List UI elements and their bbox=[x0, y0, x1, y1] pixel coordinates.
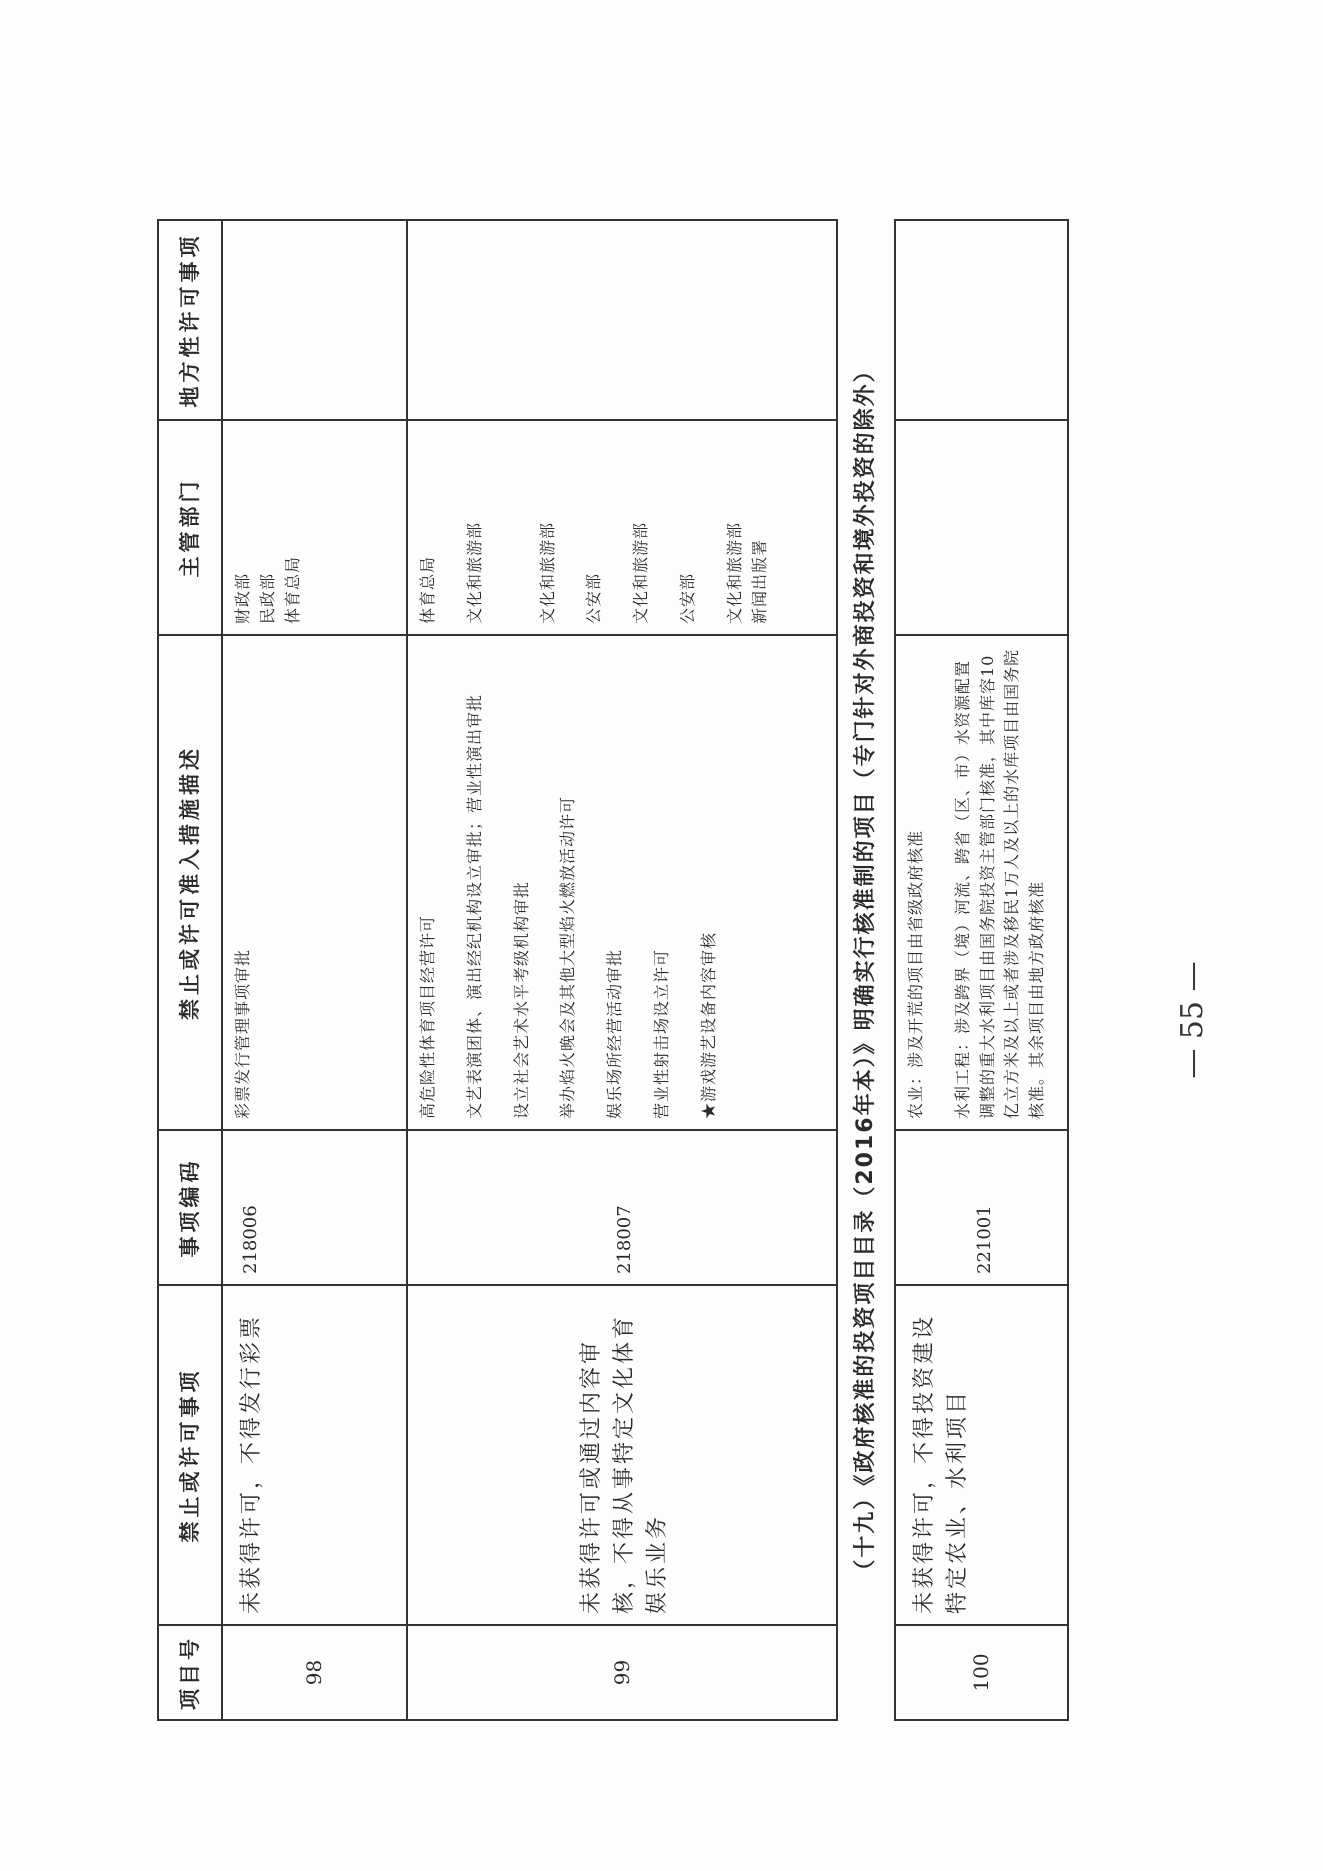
header-item-no: 项目号 bbox=[158, 1625, 222, 1720]
row-depts bbox=[407, 420, 837, 635]
rotated-page-content bbox=[157, 221, 1069, 1721]
row-measures bbox=[895, 635, 1068, 1130]
measure-text: 营业性射击场设立许可 bbox=[651, 948, 671, 1119]
row-measures bbox=[407, 635, 837, 1130]
table-row bbox=[222, 220, 407, 1720]
header-dept: 主管部门 bbox=[158, 420, 222, 635]
measure-text: 娱乐场所经营活动审批 bbox=[605, 948, 625, 1119]
dept-group bbox=[582, 431, 607, 624]
dept-group bbox=[231, 431, 305, 624]
row-local bbox=[222, 220, 407, 420]
row-local bbox=[895, 220, 1068, 420]
dept-name: 文化和旅游部 bbox=[464, 521, 484, 624]
row-code: 221001 bbox=[895, 1130, 1068, 1285]
row-depts bbox=[895, 420, 1068, 635]
license-table bbox=[157, 219, 1069, 1721]
row-local bbox=[407, 220, 837, 420]
dept-group bbox=[723, 431, 773, 624]
measure-text: 举办焰火晚会及其他大型焰火燃放活动许可 bbox=[558, 795, 578, 1119]
section-heading: （十九）《政府核准的投资项目目录（2016年本）》明确实行核准制的项目（专门针对外商投资和境外投资的除外） bbox=[837, 220, 895, 1720]
page-number: — 55 — bbox=[1174, 961, 1210, 1079]
landscape-sheet bbox=[157, 221, 1069, 1721]
row-item-no: 100 bbox=[895, 1625, 1068, 1720]
dept-name: 财政部 bbox=[233, 572, 252, 624]
row-item: 未获得许可，不得投资建设特定农业、水利项目 bbox=[895, 1285, 1068, 1625]
table-row bbox=[895, 220, 1068, 1720]
dept-name: 民政部 bbox=[257, 572, 277, 624]
measure-text: 水利工程：涉及跨界（境）河流、跨省（区、市）水资源配置调整的重大水利项目由国务院投资主管部门核准，其中库容10亿立方米及以上或者涉及移民1万人及以上的水库项目由国务院核准。其余项目由地方政府核准 bbox=[952, 648, 1047, 1119]
measure-text: 农业：涉及开荒的项目由省级政府核准 bbox=[906, 829, 925, 1119]
row-code: 218007 bbox=[407, 1130, 837, 1285]
dept-name: 新闻出版署 bbox=[749, 538, 769, 624]
dept-name: 体育总局 bbox=[418, 555, 437, 624]
table-header-row bbox=[158, 220, 222, 1720]
header-code: 事项编码 bbox=[158, 1130, 222, 1285]
measure-text: 高危险性体育项目经营许可 bbox=[418, 914, 437, 1119]
dept-name: 公安部 bbox=[584, 572, 604, 624]
dept-group bbox=[463, 431, 488, 624]
measure-text: 彩票发行管理事项审批 bbox=[233, 948, 252, 1119]
dept-group bbox=[629, 431, 654, 624]
header-measures: 禁止或许可准入措施描述 bbox=[158, 635, 222, 1130]
dept-name: 文化和旅游部 bbox=[631, 521, 651, 624]
dept-group bbox=[676, 431, 701, 624]
header-local: 地方性许可事项 bbox=[158, 220, 222, 420]
dept-group bbox=[536, 431, 561, 624]
dept-name: 文化和旅游部 bbox=[724, 521, 744, 624]
section-heading-row bbox=[837, 220, 895, 1720]
measure-text: 文艺表演团体、演出经纪机构设立审批；营业性演出审批 bbox=[464, 693, 484, 1119]
row-item-no: 98 bbox=[222, 1625, 407, 1720]
measure-text: ★游戏游艺设备内容审核 bbox=[698, 931, 718, 1119]
measure-text: 设立社会艺术水平考级机构审批 bbox=[511, 880, 531, 1119]
header-item: 禁止或许可事项 bbox=[158, 1285, 222, 1625]
dept-name: 文化和旅游部 bbox=[537, 521, 557, 624]
table-row bbox=[407, 220, 837, 1720]
dept-name: 公安部 bbox=[677, 572, 697, 624]
row-measures bbox=[222, 635, 407, 1130]
row-item: 未获得许可或通过内容审核，不得从事特定文化体育娱乐业务 bbox=[407, 1285, 837, 1625]
row-item: 未获得许可，不得发行彩票 bbox=[222, 1285, 407, 1625]
row-depts bbox=[222, 420, 407, 635]
dept-group bbox=[416, 431, 441, 624]
row-item-no: 99 bbox=[407, 1625, 837, 1720]
dept-name: 体育总局 bbox=[282, 555, 302, 624]
row-code: 218006 bbox=[222, 1130, 407, 1285]
